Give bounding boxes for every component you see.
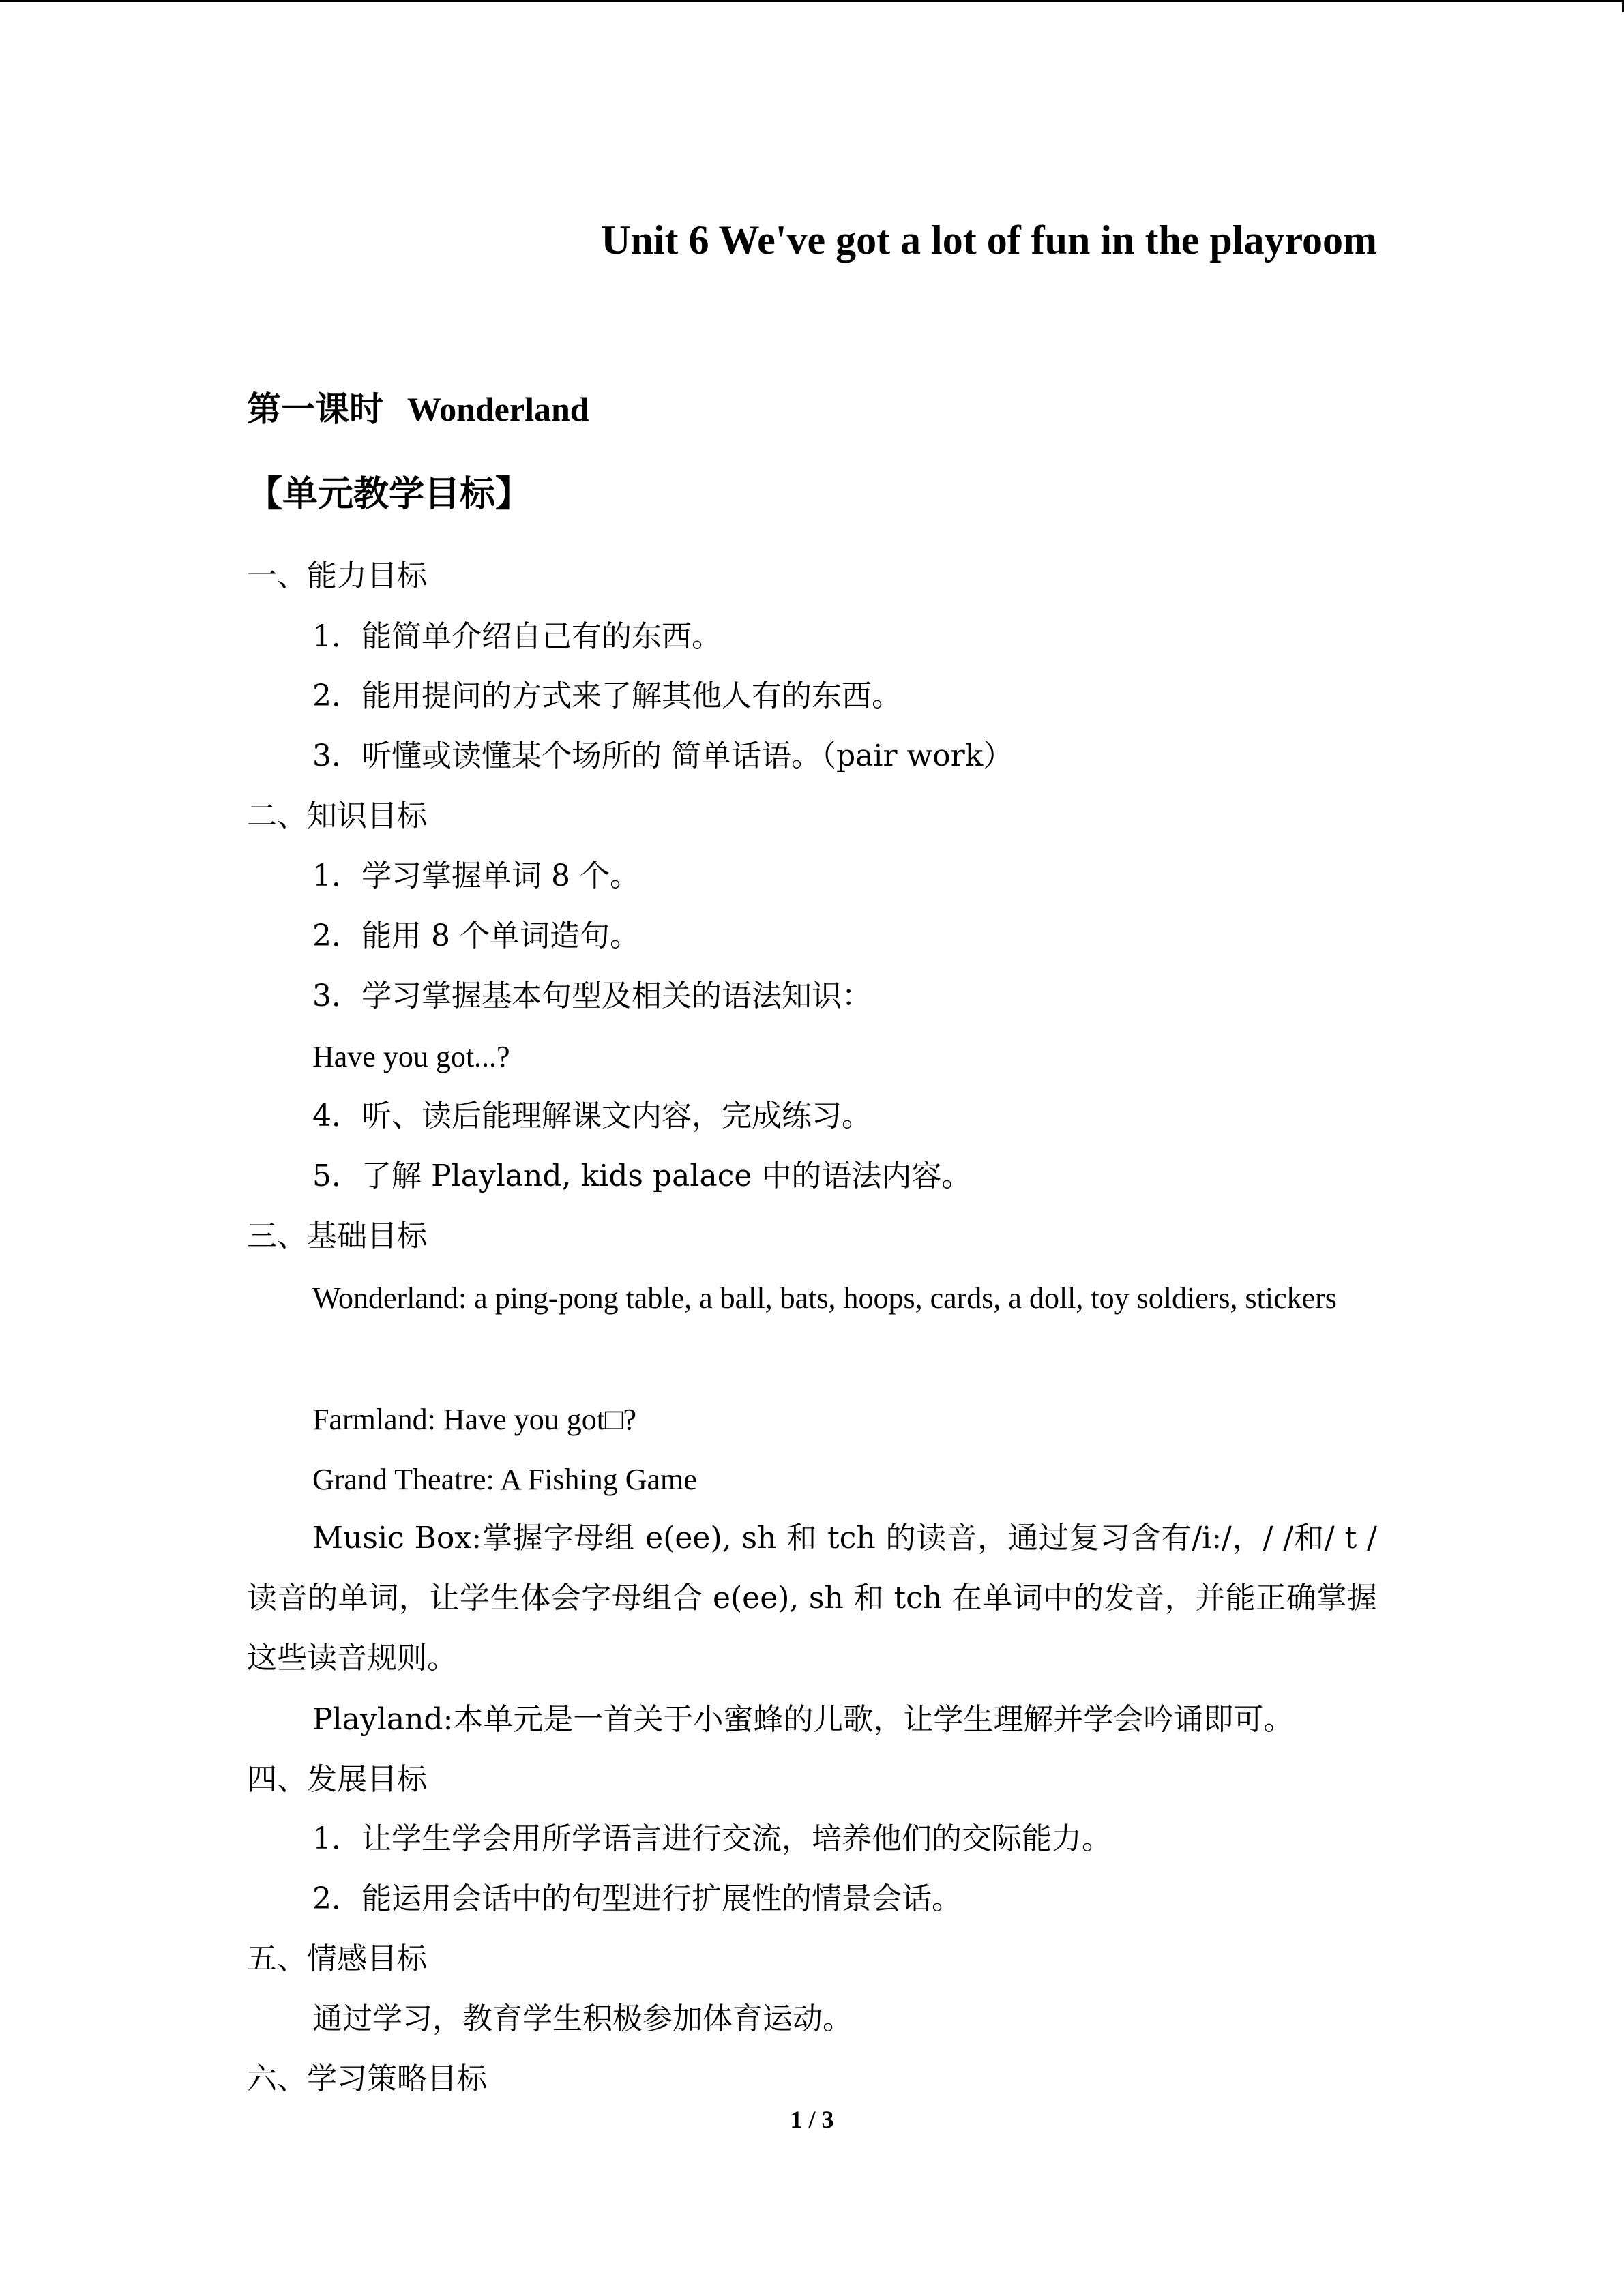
strategy-heading: 六、学习策略目标	[247, 2061, 487, 2096]
basic-farmland: Farmland: Have you got□?	[312, 1403, 637, 1436]
basic-playland: Playland:本单元是一首关于小蜜蜂的儿歌，让学生理解并学会吟诵即可。	[312, 1702, 1294, 1737]
knowledge-heading: 二、知识目标	[247, 799, 427, 833]
emotion-text: 通过学习，教育学生积极参加体育运动。	[312, 2001, 853, 2036]
emotion-heading: 五、情感目标	[247, 1941, 427, 1976]
lesson-label: 第一课时	[247, 389, 383, 429]
knowledge-item: 4．听、读后能理解课文内容，完成练习。	[312, 1099, 872, 1133]
basic-heading: 三、基础目标	[247, 1219, 427, 1253]
section-heading: 【单元教学目标】	[247, 473, 531, 515]
development-item: 1．让学生学会用所学语言进行交流，培养他们的交际能力。	[312, 1821, 1112, 1856]
basic-grand-theatre: Grand Theatre: A Fishing Game	[312, 1463, 697, 1496]
knowledge-item: 5．了解 Playland, kids palace 中的语法内容。	[312, 1159, 972, 1193]
document-title: Unit 6 We've got a lot of fun in the playroom	[601, 218, 1377, 263]
lesson-name: Wonderland	[407, 390, 589, 428]
lesson-heading	[247, 385, 589, 433]
development-item: 2．能运用会话中的句型进行扩展性的情景会话。	[312, 1881, 962, 1916]
ability-heading: 一、能力目标	[247, 558, 427, 593]
ability-item: 1．能简单介绍自己有的东西。	[312, 619, 722, 654]
ability-item: 2．能用提问的方式来了解其他人有的东西。	[312, 679, 902, 713]
basic-wonderland: Wonderland: a ping-pong table, a ball, bats, hoops, cards, a doll, toy soldiers, stickers	[312, 1281, 1337, 1315]
ability-item: 3．听懂或读懂某个场所的 简单话语。（pair work）	[312, 739, 1014, 773]
knowledge-item: 3．学习掌握基本句型及相关的语法知识：	[312, 979, 872, 1013]
development-heading: 四、发展目标	[247, 1762, 427, 1797]
knowledge-item: 2．能用 8 个单词造句。	[312, 919, 640, 953]
page-number: 1 / 3	[790, 2106, 834, 2133]
knowledge-item: Have you got...?	[312, 1040, 510, 1073]
knowledge-item: 1．学习掌握单词 8 个。	[312, 859, 640, 893]
basic-music-box: Music Box:掌握字母组 e(ee), sh 和 tch 的读音，通过复习含有/i:/，/ /和/ t / 读音的单词，让学生体会字母组合 e(ee), sh 和 tch 在单词中的发音，并能正确掌握这些读音规则。	[247, 1521, 1377, 1675]
